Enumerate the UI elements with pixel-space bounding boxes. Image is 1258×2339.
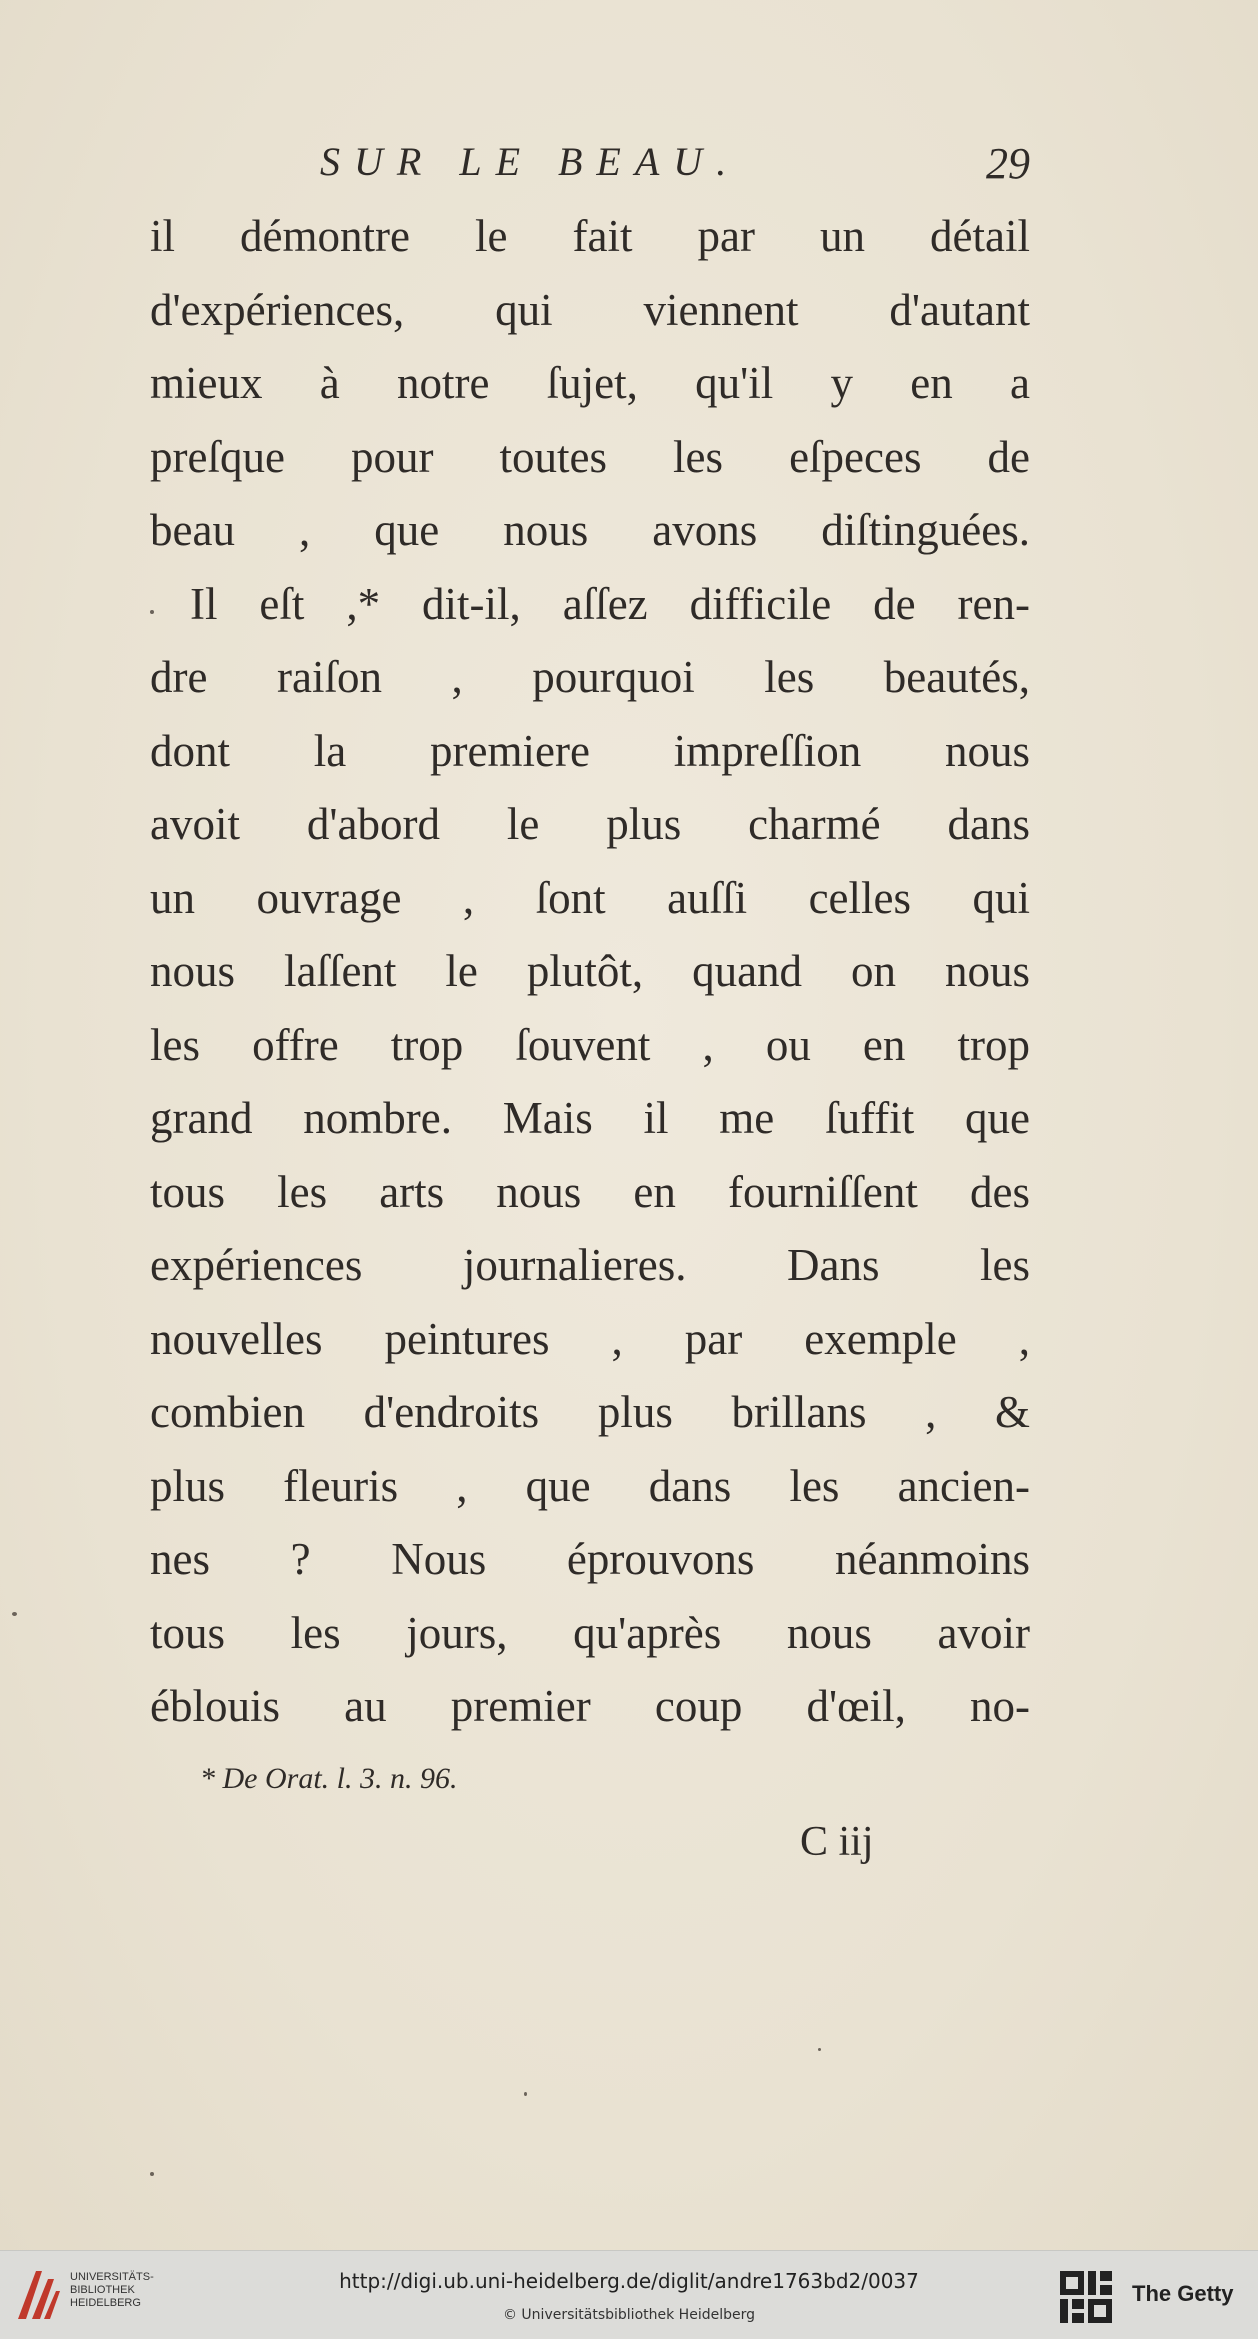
text-line: nous laſſent le plutôt, quand on nous	[150, 946, 1030, 996]
text-line: dont la premiere impreſſion nous	[150, 725, 1030, 776]
getty-logo-icon	[1058, 2269, 1114, 2325]
text-line: mieux à notre ſujet, qu'il y en a	[150, 358, 1030, 408]
signature-mark: C iij	[800, 1819, 874, 1865]
footer-bar	[0, 2250, 1258, 2339]
text-line: les offre trop ſouvent , ou en trop	[150, 1019, 1030, 1070]
text-line: combien d'endroits plus brillans , &	[150, 1387, 1030, 1437]
text-line: nes ? Nous éprouvons néanmoins	[150, 1534, 1030, 1584]
running-title: SUR LE BEAU.	[320, 139, 741, 184]
text-line: tous les jours, qu'après nous avoir	[150, 1607, 1030, 1658]
text-line: avoit d'abord le plus charmé dans	[150, 799, 1030, 849]
text-line: beau , que nous avons diſtinguées.	[150, 505, 1030, 555]
text-line: plus fleuris , que dans les ancien-	[150, 1460, 1030, 1511]
source-url-link[interactable]: http://digi.ub.uni-heidelberg.de/diglit/andre1763bd2/0037	[339, 2269, 919, 2293]
text-line: grand nombre. Mais il me ſuffit que	[150, 1093, 1030, 1143]
text-line: Il eſt ,* dit-il, aſſez difficile de ren-	[190, 578, 1030, 629]
page-number: 29	[986, 139, 1030, 188]
library-name-line: HEIDELBERG	[70, 2297, 141, 2309]
text-line: preſque pour toutes les eſpeces de	[150, 431, 1030, 482]
text-line: nouvelles peintures , par exemple ,	[150, 1313, 1030, 1364]
library-name-line: UNIVERSITÄTS-	[70, 2271, 154, 2283]
text-line: éblouis au premier coup d'œil, no-	[150, 1681, 1030, 1731]
library-name-line: BIBLIOTHEK	[70, 2284, 135, 2296]
partner-name: The Getty	[1132, 2281, 1234, 2306]
text-line: il démontre le fait par un détail	[150, 211, 1030, 261]
text-line: dre raiſon , pourquoi les beautés,	[150, 652, 1030, 702]
text-line: d'expériences, qui viennent d'autant	[150, 284, 1030, 335]
footnote: * De Orat. l. 3. n. 96.	[200, 1762, 458, 1795]
running-head	[150, 138, 1030, 198]
body-text	[150, 200, 1030, 1744]
copyright-notice: © Universitätsbibliothek Heidelberg	[502, 2307, 755, 2323]
text-line: tous les arts nous en fourniſſent des	[150, 1166, 1030, 1217]
text-line: expériences journalieres. Dans les	[150, 1240, 1030, 1290]
text-line: un ouvrage , ſont auſſi celles qui	[150, 872, 1030, 923]
